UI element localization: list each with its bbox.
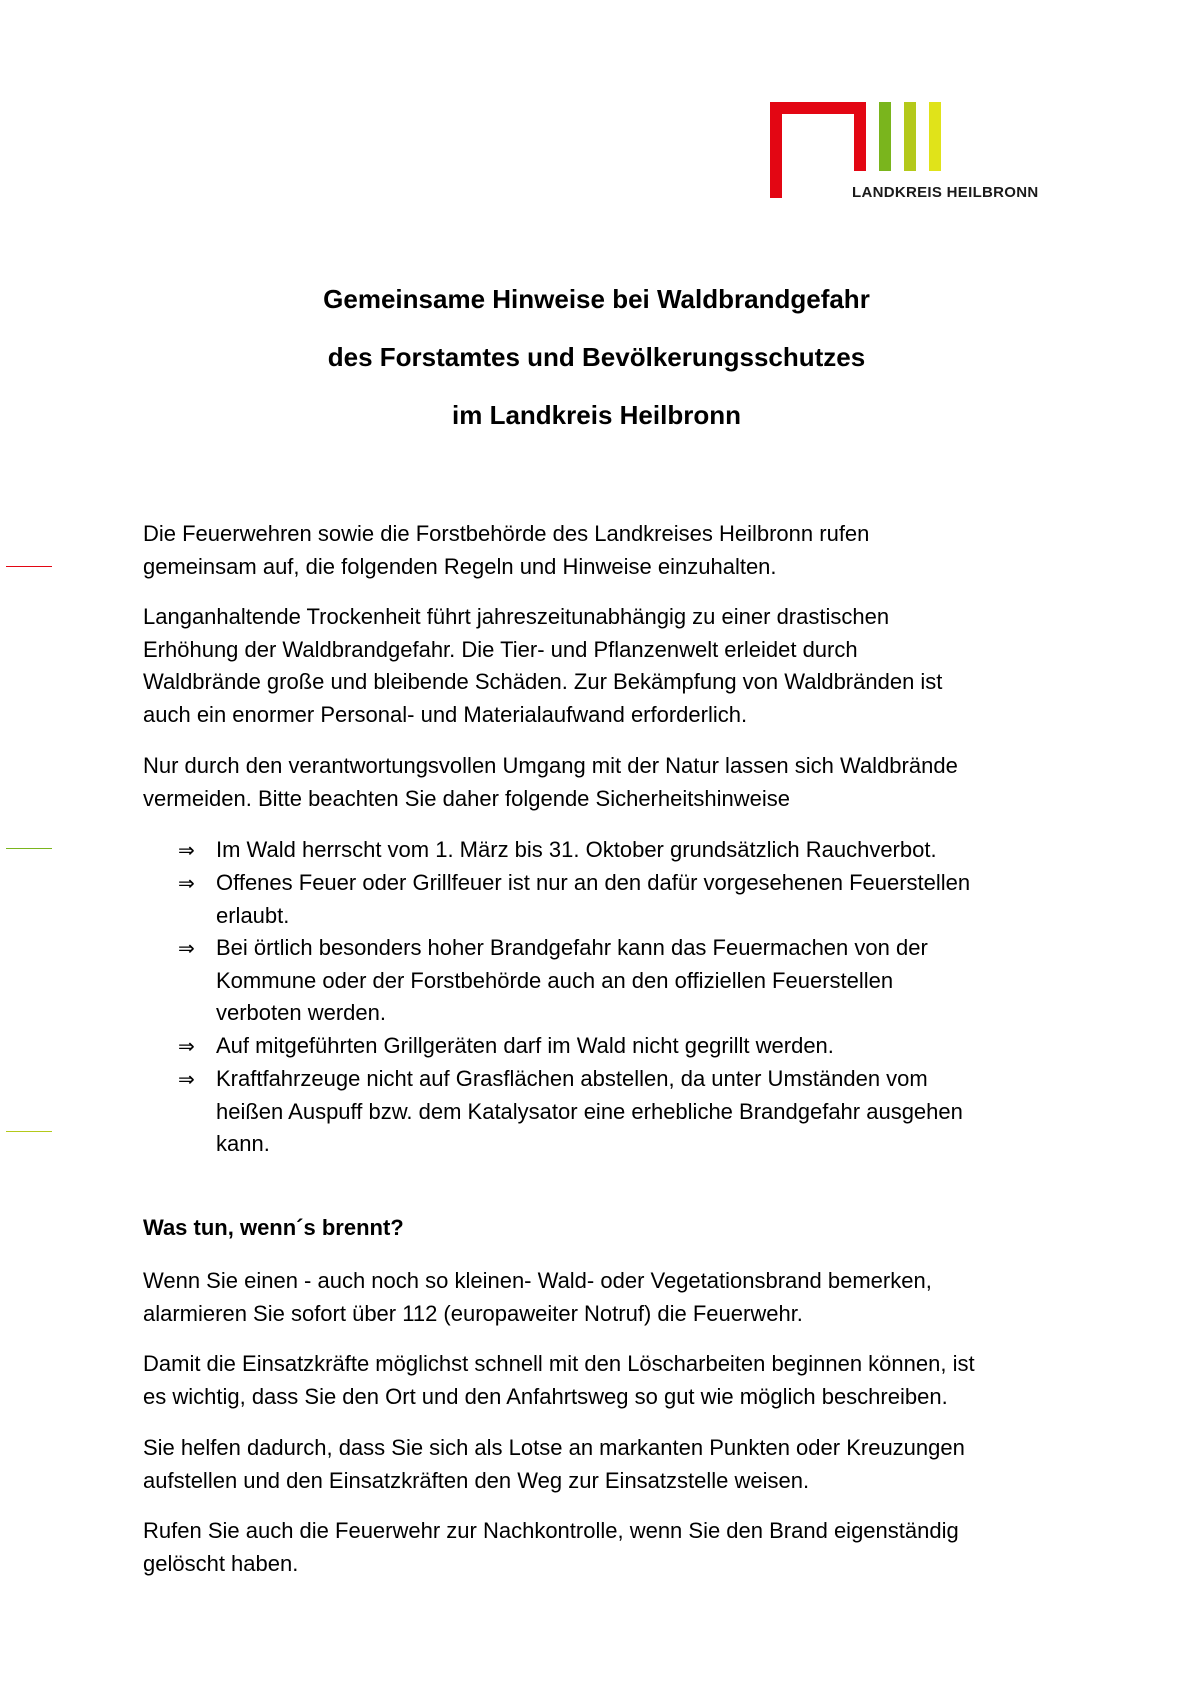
text-line: gelöscht haben. (143, 1550, 299, 1576)
arrow-icon: ⇒ (178, 1067, 195, 1091)
text-line: Langanhaltende Trockenheit führt jahreszeitunabhängig zu einer drastischen (143, 604, 890, 629)
text-line: Sie helfen dadurch, dass Sie sich als Lotse an markanten Punkten oder Kreuzungen (143, 1435, 965, 1460)
text-line: Damit die Einsatzkräfte möglichst schnell mit den Löscharbeiten beginnen können, ist (143, 1351, 975, 1376)
intro-paragraph-3 (143, 750, 1073, 815)
text-line: Kommune oder der Forstbehörde auch an den offiziellen Feuerstellen (216, 967, 894, 993)
arrow-icon: ⇒ (178, 871, 195, 895)
section2-paragraph-3 (143, 1432, 1073, 1497)
arrow-icon: ⇒ (178, 838, 195, 862)
text-line: auch ein enormer Personal- und Materialaufwand erforderlich. (143, 701, 748, 727)
text-line: Bei örtlich besonders hoher Brandgefahr kann das Feuermachen von der (216, 935, 928, 960)
text-line: Kraftfahrzeuge nicht auf Grasflächen abstellen, da unter Umständen vom (216, 1066, 928, 1091)
text-line: erlaubt. (216, 902, 290, 928)
margin-mark-green (6, 848, 52, 849)
text-line: Auf mitgeführten Grillgeräten darf im Wald nicht gegrillt werden. (216, 1033, 834, 1058)
text-line: Im Wald herrscht vom 1. März bis 31. Oktober grundsätzlich Rauchverbot. (216, 837, 937, 862)
text-line: Die Feuerwehren sowie die Forstbehörde des Landkreises Heilbronn rufen (143, 521, 870, 546)
text-line: alarmieren Sie sofort über 112 (europaweiter Notruf) die Feuerwehr. (143, 1300, 803, 1326)
intro-paragraph-2 (143, 601, 1073, 731)
margin-mark-lime (6, 1131, 52, 1132)
text-line: Rufen Sie auch die Feuerwehr zur Nachkontrolle, wenn Sie den Brand eigenständig (143, 1518, 959, 1543)
text-line: gemeinsam auf, die folgenden Regeln und Hinweise einzuhalten. (143, 553, 777, 579)
text-line: heißen Auspuff bzw. dem Katalysator eine erhebliche Brandgefahr ausgehen (216, 1098, 963, 1124)
section2-paragraph-1 (143, 1265, 1073, 1330)
arrow-icon: ⇒ (178, 1034, 195, 1058)
text-line: Erhöhung der Waldbrandgefahr. Die Tier- und Pflanzenwelt erleidet durch (143, 636, 858, 662)
text-line: Waldbrände große und bleibende Schäden. Zur Bekämpfung von Waldbränden ist (143, 669, 943, 694)
text-line: vermeiden. Bitte beachten Sie daher folgende Sicherheitshinweise (143, 785, 790, 811)
section2-paragraph-4 (143, 1515, 1073, 1580)
text-line: es wichtig, dass Sie den Ort und den Anfahrtsweg so gut wie möglich beschreiben. (143, 1383, 948, 1409)
intro-paragraph-1 (143, 518, 1073, 583)
text-line: verboten werden. (216, 1000, 386, 1025)
title-line-2: des Forstamtes und Bevölkerungsschutzes (327, 342, 866, 372)
arrow-icon: ⇒ (178, 936, 195, 960)
title-line-3: im Landkreis Heilbronn (452, 400, 741, 430)
margin-mark-red (6, 566, 52, 567)
text-line: kann. (216, 1131, 270, 1156)
title-line-1: Gemeinsame Hinweise bei Waldbrandgefahr (323, 284, 870, 314)
text-line: aufstellen und den Einsatzkräften den Weg zur Einsatzstelle weisen. (143, 1467, 810, 1493)
logo-wordmark: LANDKREIS HEILBRONN (852, 184, 1039, 201)
section2-paragraph-2 (143, 1348, 1073, 1413)
text-line: Nur durch den verantwortungsvollen Umgang mit der Natur lassen sich Waldbrände (143, 753, 958, 778)
text-line: Wenn Sie einen - auch noch so kleinen- Wald- oder Vegetationsbrand bemerken, (143, 1268, 932, 1293)
section-heading: Was tun, wenn´s brennt? (143, 1215, 404, 1240)
text-line: Offenes Feuer oder Grillfeuer ist nur an den dafür vorgesehenen Feuerstellen (216, 870, 971, 895)
